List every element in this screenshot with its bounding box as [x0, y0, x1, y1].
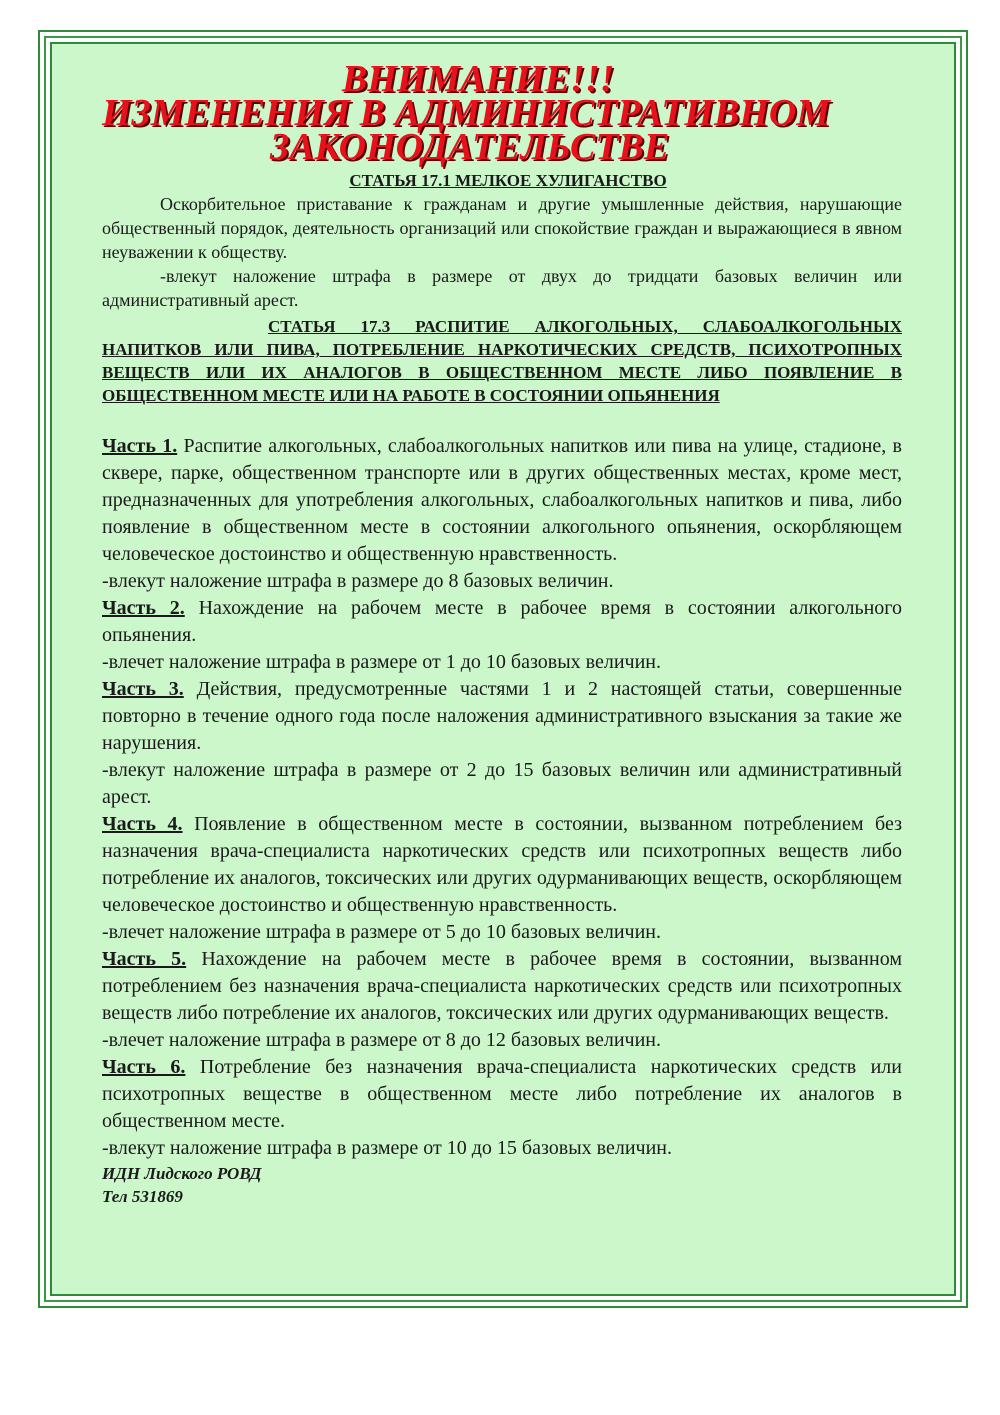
page-border-middle — [44, 36, 962, 1302]
signature-phone: Тел 531869 — [102, 1187, 183, 1206]
article1-penalty: -влекут наложение штрафа в размере от двух до тридцати базовых величин или административный арест. — [102, 266, 902, 310]
headline-legislation: ЗАКОНОДАТЕЛЬСТВЕ — [270, 126, 670, 168]
article2-title: СТАТЬЯ 17.3 РАСПИТИЕ АЛКОГОЛЬНЫХ, СЛАБОАЛКОГОЛЬНЫХ НАПИТКОВ ИЛИ ПИВА, ПОТРЕБЛЕНИЕ НАРКОТИЧЕСКИХ СРЕДСТВ, ПСИХОТРОПНЫХ ВЕЩЕСТВ ИЛИ ИХ АНАЛОГОВ В ОБЩЕСТВЕННОМ МЕСТЕ ЛИБО ПОЯВЛЕНИЕ В ОБЩЕСТВЕННОМ МЕСТЕ ИЛИ НА РАБОТЕ В СОСТОЯНИИ ОПЬЯНЕНИЯ — [102, 317, 902, 405]
signature-org: ИДН Лидского РОВД — [102, 1164, 262, 1183]
part-penalty: -влечет наложение штрафа в размере от 8 до 12 базовых величин. — [102, 1029, 661, 1051]
part-penalty: -влекут наложение штрафа в размере от 10 до 15 базовых величин. — [102, 1137, 672, 1159]
spacer — [102, 407, 902, 433]
part-penalty: -влечет наложение штрафа в размере от 5 до 10 базовых величин. — [102, 921, 661, 943]
part-penalty: -влекут наложение штрафа в размере до 8 базовых величин. — [102, 570, 614, 592]
headline — [102, 58, 902, 168]
part-penalty: -влекут наложение штрафа в размере от 2 до 15 базовых величин или административный арест. — [102, 759, 902, 808]
part-text: Нахождение на рабочем месте в рабочее время в состоянии, вызванном потреблением без назначения врача-специалиста наркотических средств или психотропных веществ либо потребление их аналогов, токсических или других одурманивающих веществ. — [102, 948, 902, 1024]
part-penalty: -влечет наложение штрафа в размере от 1 до 10 базовых величин. — [102, 651, 661, 673]
article2-part-6 — [102, 1054, 902, 1162]
notice-content — [102, 58, 902, 1208]
headline-changes: ИЗМЕНЕНИЯ В АДМИНИСТРАТИВНОМ — [102, 92, 831, 134]
article2-part-1 — [102, 433, 902, 595]
part-label: Часть 4. — [102, 813, 183, 835]
part-label: Часть 3. — [102, 678, 184, 700]
part-label: Часть 6. — [102, 1056, 186, 1078]
part-text: Потребление без назначения врача-специалиста наркотических средств или психотропных веществе в общественном месте либо потребление их аналогов в общественном месте. — [102, 1056, 902, 1132]
article1-title: СТАТЬЯ 17.1 МЕЛКОЕ ХУЛИГАНСТВО — [349, 171, 667, 190]
page-border — [38, 30, 968, 1308]
part-text: Появление в общественном месте в состоянии, вызванном потреблением без назначения врача-специалиста наркотических средств или психотропных веществ либо потребление их аналогов, токсических или других одурманивающих веществ, оскорбляющем человеческое достоинство и общественную нравственность. — [102, 813, 902, 916]
article2-part-5 — [102, 946, 902, 1054]
article2-part-3 — [102, 676, 902, 811]
part-label: Часть 2. — [102, 597, 185, 619]
signature — [102, 1162, 902, 1208]
article1-body: Оскорбительное приставание к гражданам и другие умышленные действия, нарушающие общественный порядок, деятельность организаций или спокойствие граждан и выражающиеся в явном неуважении к обществу. — [102, 194, 902, 262]
part-text: Действия, предусмотренные частями 1 и 2 настоящей статьи, совершенные повторно в течение одного года после наложения административного взыскания за такие же нарушения. — [102, 678, 902, 754]
part-text: Распитие алкогольных, слабоалкогольных напитков или пива на улице, стадионе, в сквере, парке, общественном транспорте или в других общественных местах, кроме мест, предназначенных для употребления алкогольных, слабоалкогольных напитков и пива, либо появление в общественном месте в состоянии алкогольного опьянения, оскорбляющем человеческое достоинство и общественную нравственность. — [102, 435, 902, 565]
part-label: Часть 5. — [102, 948, 187, 970]
article2-part-4 — [102, 811, 902, 946]
headline-attention: ВНИМАНИЕ!!! — [342, 58, 615, 100]
part-text: Нахождение на рабочем месте в рабочее время в состоянии алкогольного опьянения. — [102, 597, 902, 646]
part-label: Часть 1. — [102, 435, 178, 457]
article2-part-2 — [102, 595, 902, 676]
notice-panel — [50, 42, 956, 1296]
